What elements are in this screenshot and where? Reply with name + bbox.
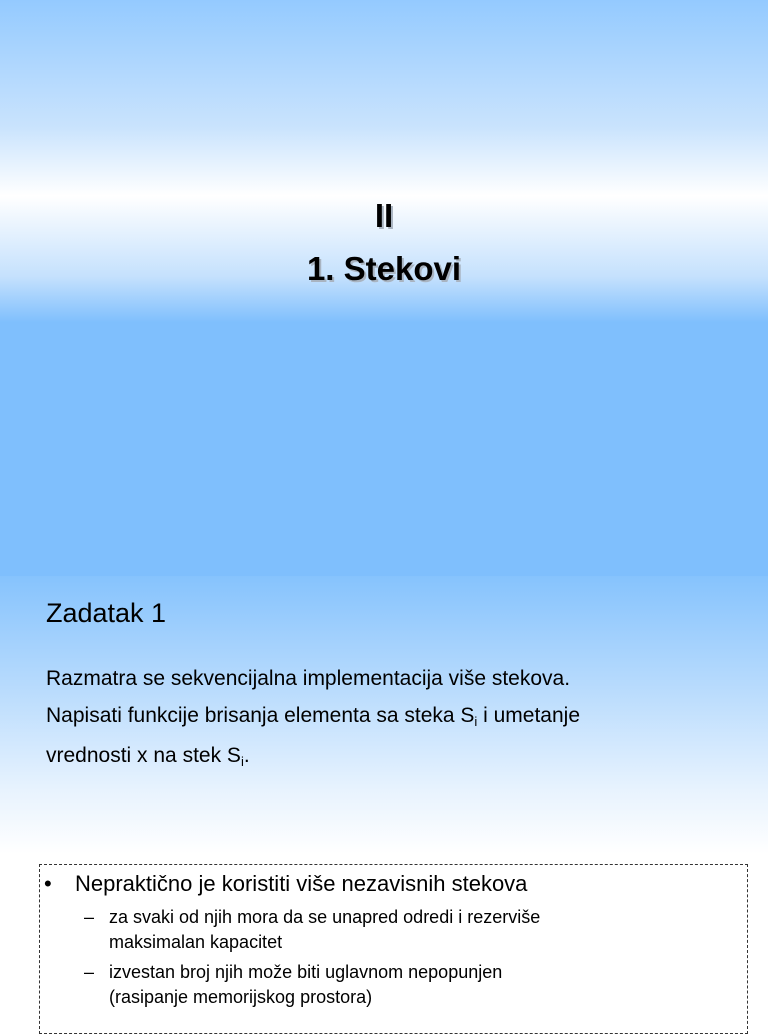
sub-bullet-1 (109, 905, 540, 955)
subscript-i: i (240, 754, 244, 769)
task-paragraph-line2 (46, 704, 580, 729)
bullet-icon: • (44, 871, 52, 896)
sub-bullet-2-line2: (rasipanje memorijskog prostora) (109, 987, 373, 1007)
para-line3-tail: . (243, 744, 250, 767)
para-line2-text: Napisati funkcije brisanja elementa sa steka S (46, 704, 475, 727)
bullet-text: Nepraktično je koristiti više nezavisnih stekova (75, 871, 528, 896)
slide-title-line1: II (374, 197, 394, 234)
dash-icon: – (84, 962, 95, 982)
sub-bullet-2 (109, 960, 502, 1010)
task-paragraph-line1: Razmatra se sekvencijalna implementacija više stekova. (46, 667, 571, 690)
sub-bullet-1-line2: maksimalan kapacitet (109, 932, 283, 952)
sub-bullet-1-line1: za svaki od njih mora da se unapred odredi i rezerviše (109, 907, 541, 927)
para-line3-text: vrednosti x na stek S (46, 744, 241, 767)
dash-icon: – (84, 907, 95, 927)
task-paragraph-line3 (46, 744, 250, 769)
para-line2-tail: i umetanje (477, 704, 581, 727)
subscript-i: i (474, 714, 478, 729)
task-heading: Zadatak 1 (46, 598, 167, 628)
sub-bullet-2-line1: izvestan broj njih može biti uglavnom nepopunjen (109, 962, 503, 982)
slide-title-line2: 1. Stekovi (306, 250, 462, 287)
